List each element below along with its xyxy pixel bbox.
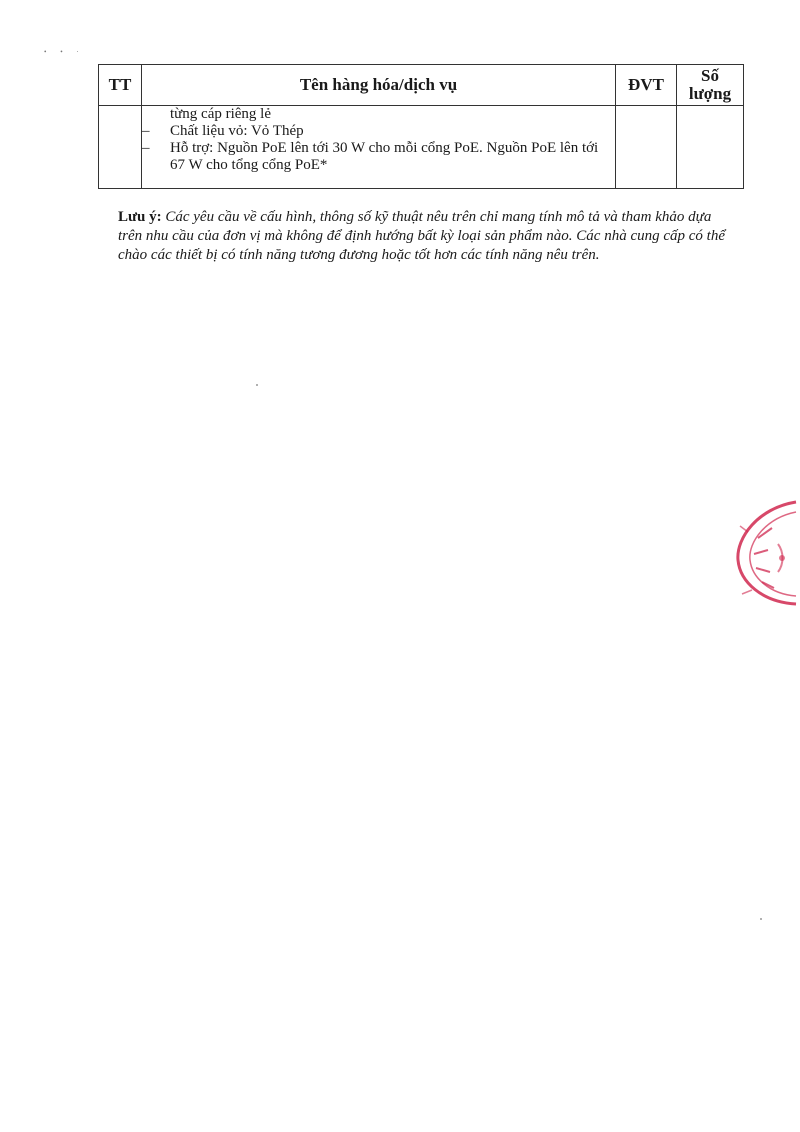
note-label: Lưu ý:	[118, 209, 162, 225]
list-item-text: Chất liệu vỏ: Vỏ Thép	[170, 123, 304, 139]
header-dvt: ĐVT	[616, 65, 677, 106]
list-item-text: Hỗ trợ: Nguồn PoE lên tới 30 W cho mỗi cổng PoE. Nguồn PoE lên tới 67 W cho tổng cổng PoE*	[170, 140, 599, 173]
cell-tt	[99, 106, 142, 189]
cell-name	[142, 106, 616, 189]
header-quantity-line2: lượng	[688, 84, 732, 103]
note-text: Các yêu cầu về cấu hình, thông số kỹ thuật nêu trên chỉ mang tính mô tả và tham khảo dựa trên nhu cầu của đơn vị mà không để định hướng bất kỳ loại sản phẩm nào. Các nhà cung cấp có thể chào các thiết bị có tính năng tương đương hoặc tốt hơn các tính năng nêu trên.	[118, 209, 726, 263]
header-quantity-line1: Số	[701, 66, 719, 85]
note-paragraph	[118, 208, 728, 265]
scan-speck	[760, 918, 762, 920]
scan-speck	[256, 384, 258, 386]
cell-dvt	[616, 106, 677, 189]
dash-bullet: –	[142, 123, 150, 139]
table-row	[99, 106, 744, 189]
goods-table	[98, 64, 744, 189]
header-quantity	[677, 65, 744, 106]
scan-artifact: • • ·	[44, 48, 85, 56]
dash-bullet: –	[142, 140, 150, 156]
red-seal-stamp-icon	[728, 498, 798, 608]
header-name: Tên hàng hóa/dịch vụ	[142, 65, 616, 106]
cell-quantity	[677, 106, 744, 189]
list-item	[142, 123, 615, 140]
header-tt: TT	[99, 65, 142, 106]
continuation-text: từng cáp riêng lẻ	[170, 106, 272, 122]
table-header-row	[99, 65, 744, 106]
list-item	[142, 140, 615, 174]
